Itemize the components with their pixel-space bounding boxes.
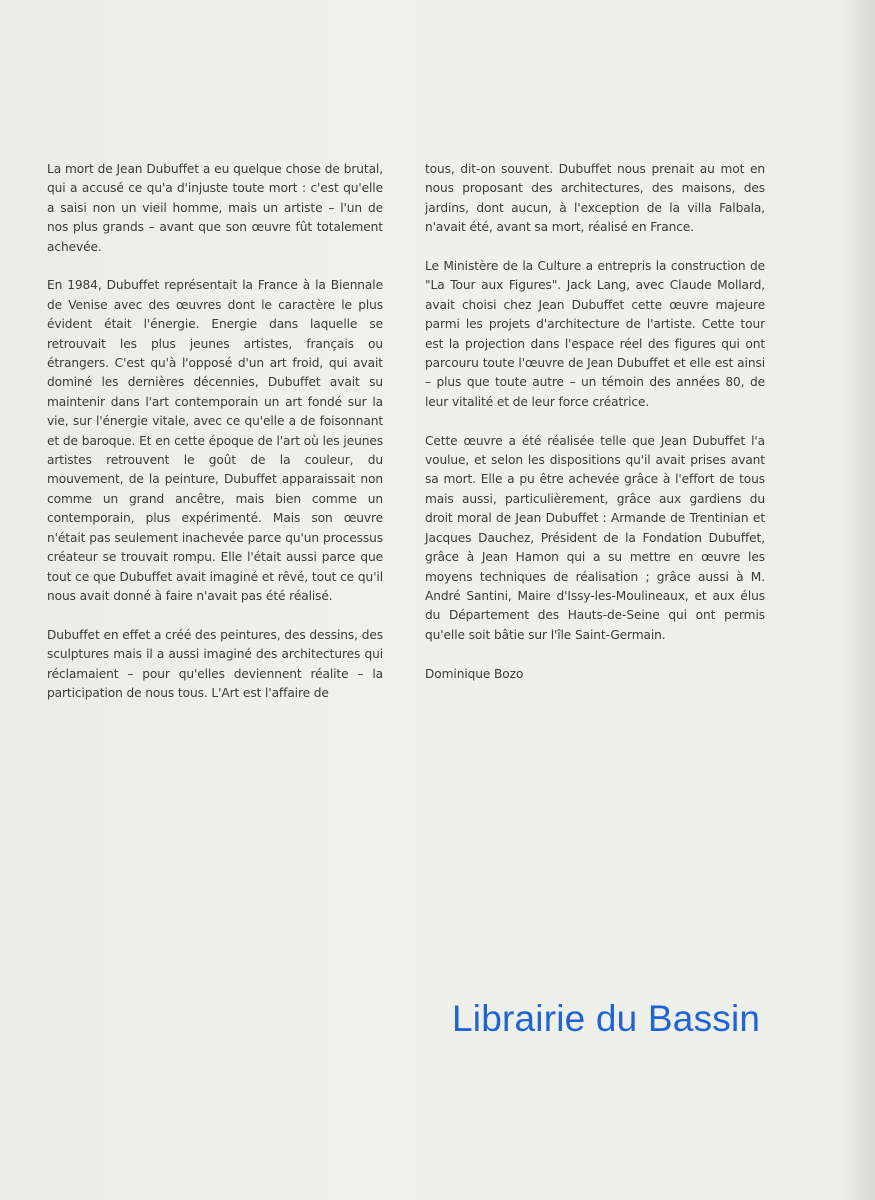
paragraph: Le Ministère de la Culture a entrepris la construction de "La Tour aux Figures". Jack Lang, avec Claude Mollard, avait choisi chez Jean Dubuffet cette œuvre majeure parmi les projets d'architecture de l'artiste. Cette tour est la projection dans l'espace réel des figures qui ont parcouru toute l'œuvre de Jean Dubuffet et elle est ainsi – plus que toute autre – un témoin des années 80, de leur vitalité et de leur force créatrice.: [425, 259, 765, 409]
author-signature: Dominique Bozo: [425, 666, 524, 681]
watermark-text: Librairie du Bassin: [452, 998, 761, 1039]
paragraph: tous, dit-on souvent. Dubuffet nous prenait au mot en nous proposant des architectures, des maisons, des jardins, dont aucun, à l'exception de la villa Falbala, n'avait été, avant sa mort, réalisé en France.: [425, 162, 765, 235]
right-text-column: [425, 160, 765, 684]
left-text-column: [47, 160, 383, 703]
paragraph: En 1984, Dubuffet représentait la France à la Biennale de Venise avec des œuvres dont le caractère le plus évident était l'énergie. Energie dans laquelle se retrouvait les plus jeunes artistes, français ou étrangers. C'est qu'à l'opposé d'un art froid, qui avait dominé les dernières décennies, Dubuffet avait su maintenir dans l'art contemporain un art fondé sur la vie, sur l'énergie vitale, avec ce qu'elle a de foisonnant et de baroque. Et en cette époque de l'art où les jeunes artistes retrouvent le goût de la couleur, du mouvement, de la peinture, Dubuffet apparaissait non comme un grand ancêtre, mais bien comme un contemporain, plus expérimenté. Mais son œuvre n'était pas seulement inachevée parce qu'un processus créateur se trouvait rompu. Elle l'était aussi parce que tout ce que Dubuffet avait imaginé et rêvé, tout ce qu'il nous avait donné à faire n'avait pas été réalisé.: [47, 278, 383, 603]
paragraph: La mort de Jean Dubuffet a eu quelque chose de brutal, qui a accusé ce qu'a d'injuste toute mort : c'est qu'elle a saisi non un vieil homme, mais un artiste – l'un de nos plus grands – avant que son œuvre fût totalement achevée.: [47, 162, 383, 254]
paragraph: Cette œuvre a été réalisée telle que Jean Dubuffet l'a voulue, et selon les dispositions qu'il avait prises avant sa mort. Elle a pu être achevée grâce à l'effort de tous mais aussi, particulièrement, grâce aux gardiens du droit moral de Jean Dubuffet : Armande de Trentinian et Jacques Dauchez, Président de la Fondation Dubuffet, grâce à Jean Hamon qui a su mettre en œuvre les moyens techniques de réalisation ; grâce aussi à M. André Santini, Maire d'Issy-les-Moulineaux, et aux élus du Département des Hauts-de-Seine qui ont permis qu'elle soit bâtie sur l'île Saint-Germain.: [425, 433, 765, 642]
paragraph: Dubuffet en effet a créé des peintures, des dessins, des sculptures mais il a aussi imaginé des architectures qui réclamaient – pour qu'elles deviennent réalite – la participation de nous tous. L'Art est l'affaire de: [47, 627, 383, 700]
